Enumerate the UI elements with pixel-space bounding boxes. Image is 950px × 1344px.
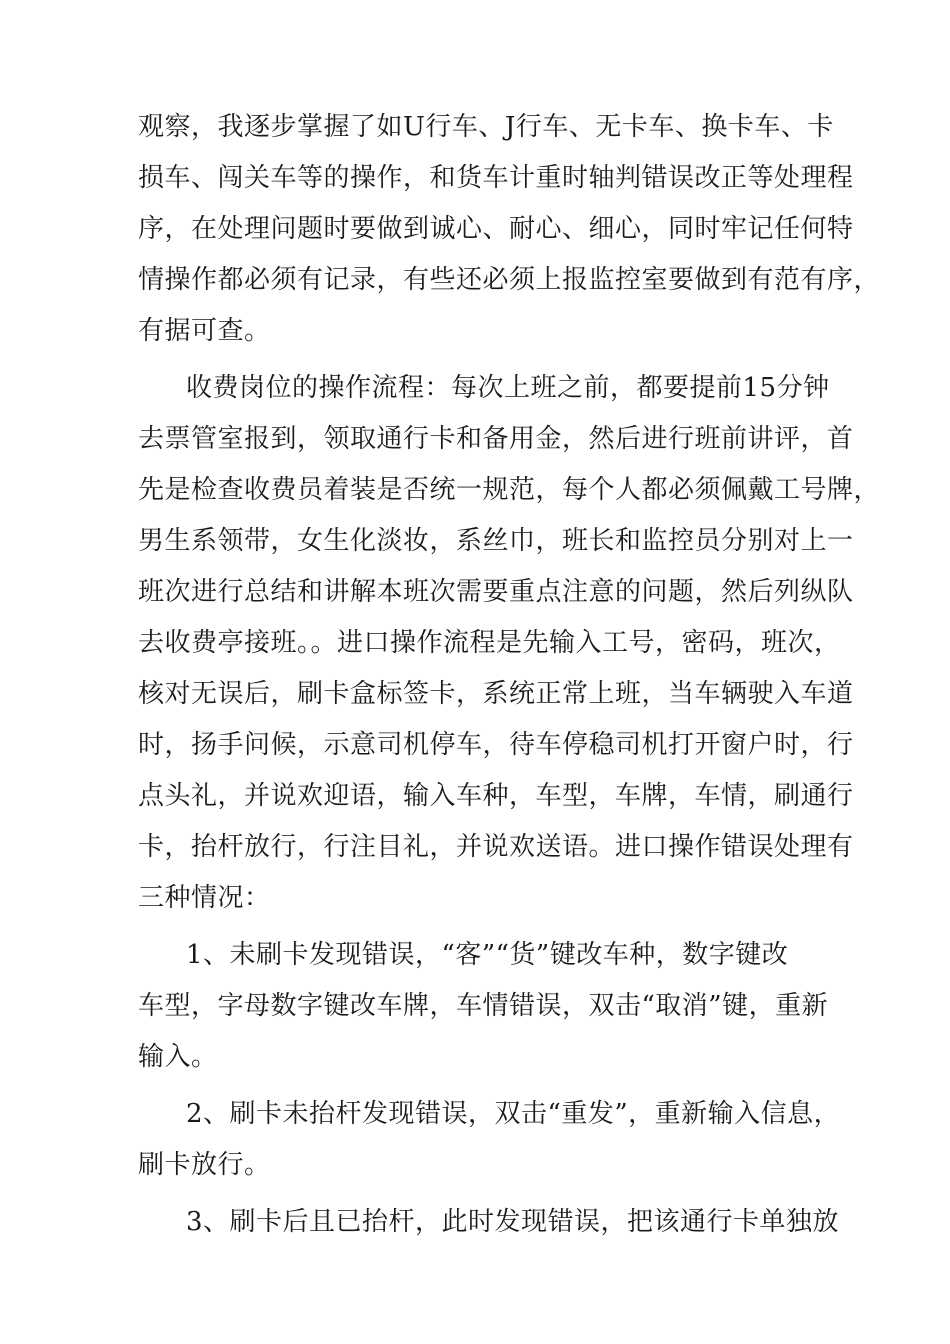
text-line-10: 班次进行总结和讲解本班次需要重点注意的问题，然后列纵队 <box>138 577 854 607</box>
text-line-8: 先是检查收费员着装是否统一规范，每个人都必须佩戴工号牌， <box>138 475 881 505</box>
text-line-11: 去收费亭接班。。进口操作流程是先输入工号，密码，班次， <box>138 628 841 658</box>
text-line-14: 点头礼，并说欢迎语，输入车种，车型，车牌，车情，刷通行 <box>138 781 854 811</box>
list-item-3-line-1: 3、刷卡后且已抬杆，此时发现错误，把该通行卡单独放 <box>186 1207 840 1237</box>
text-line-15: 卡，抬杆放行，行注目礼，并说欢送语。进口操作错误处理有 <box>138 832 854 862</box>
paragraph-start-line-6: 收费岗位的操作流程：每次上班之前，都要提前15分钟 <box>186 373 830 403</box>
list-item-2-line-2: 刷卡放行。 <box>138 1150 271 1180</box>
document-body <box>138 102 881 1248</box>
text-line-4: 情操作都必须有记录，有些还必须上报监控室要做到有范有序， <box>138 265 881 295</box>
text-line-7: 去票管室报到，领取通行卡和备用金，然后进行班前讲评，首 <box>138 424 854 454</box>
text-line-3: 序，在处理问题时要做到诚心、耐心、细心，同时牢记任何特 <box>138 214 854 244</box>
list-item-2-line-1: 2、刷卡未抬杆发现错误，双击“重发”，重新输入信息， <box>186 1099 841 1129</box>
list-item-1-line-2: 车型，字母数字键改车牌，车情错误，双击“取消”键，重新 <box>138 991 829 1021</box>
list-item-1-line-3: 输入。 <box>138 1042 218 1072</box>
text-line-13: 时，扬手问候，示意司机停车，待车停稳司机打开窗户时，行 <box>138 730 854 760</box>
text-line-2: 损车、闯关车等的操作，和货车计重时轴判错误改正等处理程 <box>138 163 854 193</box>
list-item-1-line-1: 1、未刷卡发现错误，“客”“货”键改车种，数字键改 <box>186 940 789 970</box>
text-line-12: 核对无误后，刷卡盒标签卡，系统正常上班，当车辆驶入车道 <box>138 679 854 709</box>
text-line-16: 三种情况： <box>138 883 271 913</box>
text-line-9: 男生系领带，女生化淡妆，系丝巾，班长和监控员分别对上一 <box>138 526 854 556</box>
text-line-1: 观察，我逐步掌握了如U行车、J行车、无卡车、换卡车、卡 <box>138 112 834 142</box>
text-line-5: 有据可查。 <box>138 316 271 346</box>
